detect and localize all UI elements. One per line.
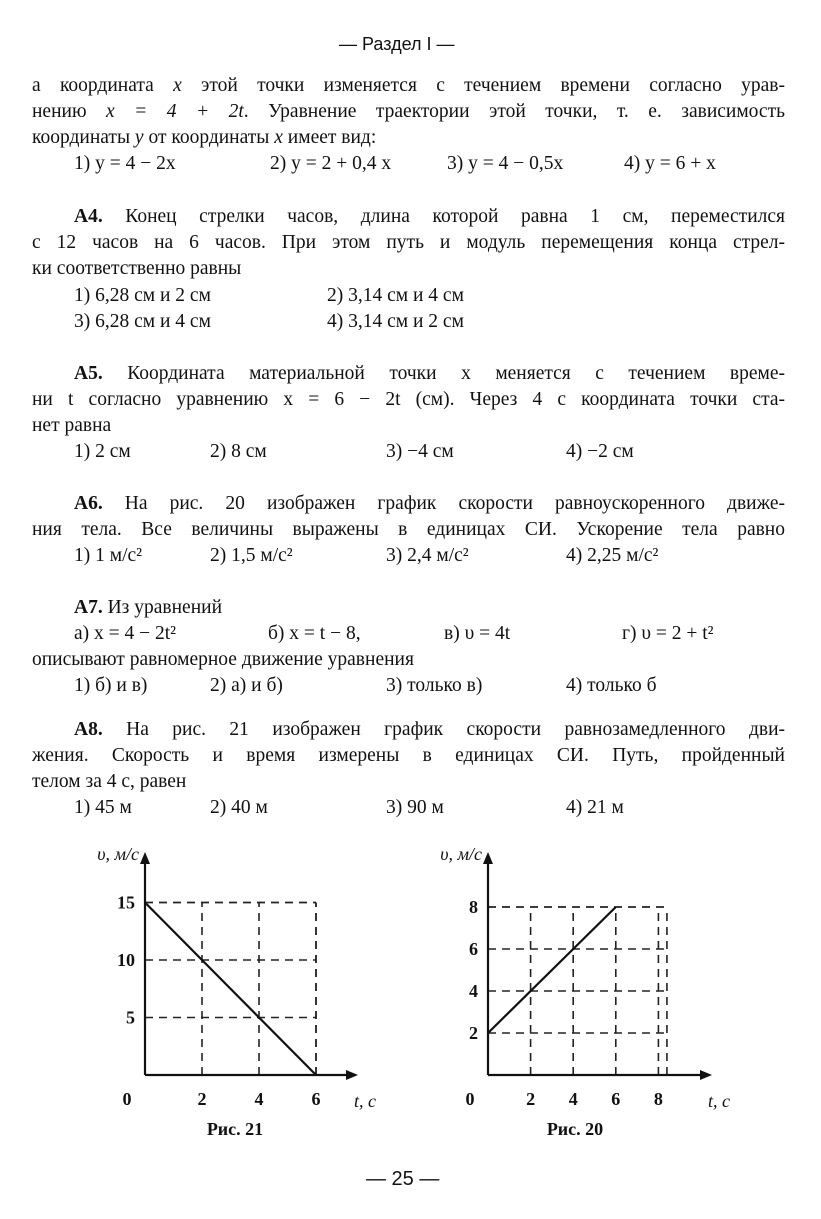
a4-option-1: 1) 6,28 см и 2 см (74, 285, 211, 306)
a3-option-1: 1) y = 4 − 2x (74, 153, 176, 174)
a7-option-1: 1) б) и в) (74, 675, 148, 696)
series-line (488, 907, 616, 1033)
a7-eq-2: б) x = t − 8, (268, 623, 361, 644)
x-tick-label: 0 (122, 1089, 132, 1109)
text: нению (32, 101, 106, 122)
a4-line-3: ки соответственно равны (32, 258, 242, 279)
a4-option-4: 4) 3,14 см и 2 см (327, 311, 464, 332)
x-tick-label: 2 (197, 1089, 207, 1109)
page-header: — Раздел I — (339, 34, 455, 54)
a7-eq-3: в) υ = 4t (444, 623, 511, 644)
velocity-chart-fig20 (420, 840, 760, 1140)
a7-option-2: 2) а) и б) (210, 675, 283, 696)
text: Из уравнений (102, 597, 223, 618)
a3-option-2: 2) y = 2 + 0,4 x (270, 153, 392, 174)
y-tick-label: 15 (117, 892, 135, 913)
x-tick-label: 4 (568, 1089, 578, 1109)
y-axis-arrow (140, 852, 150, 864)
y-tick-label: 5 (126, 1007, 135, 1028)
a6-option-4: 4) 2,25 м/с² (566, 545, 659, 566)
text: Конец стрелки часов, длина которой равна 1 см, переместился (102, 206, 785, 227)
x-tick-label: 4 (254, 1089, 264, 1109)
a8-line-1 (74, 717, 785, 743)
page-number: — 25 — (366, 1168, 440, 1190)
x-tick-label: 6 (311, 1089, 321, 1109)
a5-label: А5. (74, 363, 103, 384)
a7-option-4: 4) только б (566, 675, 657, 696)
a5-line-1 (74, 361, 785, 387)
x-tick-label: 0 (465, 1089, 475, 1109)
x-tick-label: 6 (611, 1089, 621, 1109)
a8-label: А8. (74, 719, 103, 740)
y-tick-label: 8 (469, 897, 478, 917)
a6-label: А6. (74, 493, 103, 514)
a7-eq-1: а) x = 4 − 2t² (74, 623, 177, 644)
a4-label: А4. (74, 206, 103, 227)
a8-line-3: телом за 4 с, равен (32, 771, 187, 792)
a5-line-2: ни t согласно уравнению x = 6 − 2t (см). Через 4 с координата точки ста- (32, 389, 785, 410)
a6-option-2: 2) 1,5 м/с² (210, 545, 293, 566)
y-tick-label: 4 (469, 981, 478, 1001)
text: этой точки изменяется с течением времени согласно урав- (181, 75, 785, 96)
a8-option-4: 4) 21 м (566, 797, 624, 818)
var-y: y (134, 127, 144, 148)
a8-option-3: 3) 90 м (386, 797, 444, 818)
a7-label: А7. (74, 597, 103, 618)
a5-line-3: нет равна (32, 415, 112, 436)
x-tick-label: 2 (526, 1089, 536, 1109)
a3-line-2 (32, 99, 785, 125)
a5-option-2: 2) 8 см (210, 441, 267, 462)
a8-option-1: 1) 45 м (74, 797, 132, 818)
y-tick-label: 10 (117, 950, 135, 970)
a7-eq-4: г) υ = 2 + t² (622, 623, 714, 644)
velocity-chart-fig21 (70, 840, 390, 1140)
a4-option-3: 3) 6,28 см и 4 см (74, 311, 211, 332)
y-tick-label: 6 (469, 939, 478, 959)
y-axis-label: υ, м/с (97, 844, 139, 864)
text: а координата (32, 75, 174, 96)
a5-option-3: 3) −4 см (386, 441, 454, 462)
a7-line-3: описывают равномерное движение уравнения (32, 649, 414, 670)
a6-line-1 (74, 491, 785, 517)
a5-option-1: 1) 2 см (74, 441, 131, 462)
var-x: x (274, 127, 283, 148)
a6-option-1: 1) 1 м/с² (74, 545, 143, 566)
y-tick-label: 2 (469, 1023, 478, 1043)
a8-option-2: 2) 40 м (210, 797, 268, 818)
a3-line-3 (32, 125, 376, 151)
series-line (145, 903, 316, 1076)
x-axis-arrow (700, 1070, 712, 1080)
a7-line-1 (74, 595, 222, 621)
x-axis-arrow (346, 1070, 358, 1080)
a6-option-3: 3) 2,4 м/с² (386, 545, 469, 566)
text: Координата материальной точки x меняется с течением време- (102, 363, 785, 384)
a6-line-2: ния тела. Все величины выражены в единицах СИ. Ускорение тела равно (32, 519, 785, 540)
a4-option-2: 2) 3,14 см и 4 см (327, 285, 464, 306)
equation: x = 4 + 2t (106, 101, 244, 122)
x-axis-label: t, c (708, 1091, 730, 1111)
y-axis-label: υ, м/с (440, 844, 482, 864)
var-x: x (173, 75, 182, 96)
a3-option-3: 3) y = 4 − 0,5x (447, 153, 564, 174)
text: На рис. 20 изображен график скорости равноускоренного движе- (102, 493, 785, 514)
a4-line-1 (74, 204, 785, 230)
x-tick-label: 8 (653, 1089, 663, 1109)
text: На рис. 21 изображен график скорости равнозамедленного дви- (102, 719, 785, 740)
text: имеет вид: (282, 127, 377, 148)
a8-line-2: жения. Скорость и время измерены в единицах СИ. Путь, пройденный (32, 745, 785, 766)
x-axis-label: t, c (354, 1091, 376, 1111)
a5-option-4: 4) −2 см (566, 441, 634, 462)
figure-caption: Рис. 20 (546, 1119, 604, 1139)
y-axis-arrow (483, 852, 493, 864)
a4-line-2: с 12 часов на 6 часов. При этом путь и модуль перемещения конца стрел- (32, 232, 785, 253)
a7-option-3: 3) только в) (386, 675, 483, 696)
figure-caption: Рис. 21 (206, 1119, 264, 1139)
text: координаты (32, 127, 135, 148)
a3-option-4: 4) y = 6 + x (624, 153, 716, 174)
a3-line-1 (32, 73, 785, 99)
text: . Уравнение траектории этой точки, т. е. зависимость (243, 101, 785, 122)
text: от координаты (143, 127, 275, 148)
